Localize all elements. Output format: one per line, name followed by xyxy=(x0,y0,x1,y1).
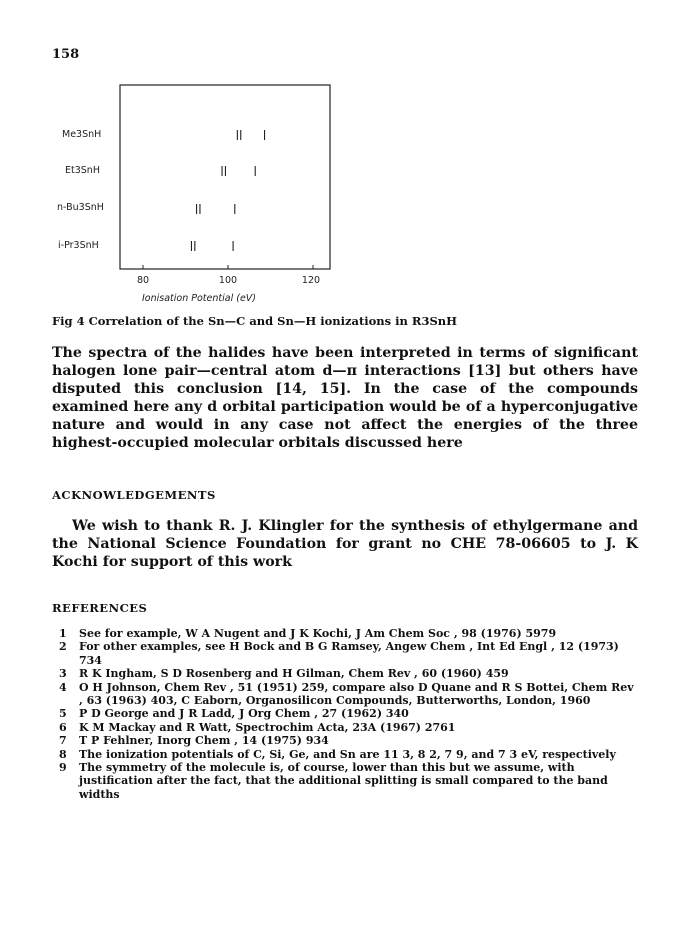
reference-number: 5 xyxy=(59,707,67,721)
reference-item xyxy=(52,707,640,720)
reference-number: 9 xyxy=(59,761,67,775)
reference-text: O H Johnson, Chem Rev , 51 (1951) 259, compare also D Quane and R S Bottei, Chem Rev , 63 (1963) 403, C Eaborn, Organosilicon Compounds, Butterworths, London, 1960 xyxy=(79,680,634,708)
row-label-et3snh: Et3SnH xyxy=(65,165,100,176)
reference-number: 7 xyxy=(59,734,67,748)
x-tick-label-120: 120 xyxy=(301,275,321,286)
reference-number: 2 xyxy=(59,640,67,654)
references-heading: REFERENCES xyxy=(52,601,148,615)
reference-text: P D George and J R Ladd, J Org Chem , 27 (1962) 340 xyxy=(79,707,409,721)
reference-item xyxy=(52,681,640,708)
x-tick-label-80: 80 xyxy=(136,275,150,286)
reference-number: 4 xyxy=(59,680,67,694)
figure-caption: Fig 4 Correlation of the Sn—C and Sn—H ionizations in R3SnH xyxy=(52,314,457,328)
reference-text: R K Ingham, S D Rosenberg and H Gilman, Chem Rev , 60 (1960) 459 xyxy=(79,667,509,681)
reference-number: 6 xyxy=(59,720,67,734)
reference-text: T P Fehlner, Inorg Chem , 14 (1975) 934 xyxy=(79,734,329,748)
page-number: 158 xyxy=(52,47,80,62)
reference-item xyxy=(52,667,640,680)
reference-text: The symmetry of the molecule is, of course, lower than this but we assume, with justification after the fact, that the additional splitting is small compared to the band widths xyxy=(79,761,608,801)
reference-item xyxy=(52,627,640,640)
x-tick-label-100: 100 xyxy=(218,275,238,286)
reference-text: For other examples, see H Bock and B G Ramsey, Angew Chem , Int Ed Engl , 12 (1973) 734 xyxy=(79,640,619,667)
acknowledgements-heading: ACKNOWLEDGEMENTS xyxy=(52,488,216,502)
reference-text: K M Mackay and R Watt, Spectrochim Acta, 23A (1967) 2761 xyxy=(79,720,456,734)
reference-number: 1 xyxy=(59,627,67,640)
reference-text: See for example, W A Nugent and J K Kochi, J Am Chem Soc , 98 (1976) 5979 xyxy=(79,627,557,640)
reference-number: 3 xyxy=(59,667,67,681)
reference-item xyxy=(52,748,640,761)
reference-text: The ionization potentials of C, Si, Ge, and Sn are 11 3, 8 2, 7 9, and 7 3 eV, respectively xyxy=(79,747,616,761)
plot-frame xyxy=(120,85,330,269)
row-label-nbu3snh: n-Bu3SnH xyxy=(57,202,104,213)
reference-item xyxy=(52,761,640,801)
row-label-me3snh: Me3SnH xyxy=(62,129,102,140)
body-paragraph: The spectra of the halides have been interpreted in terms of significant halogen lone pair—central atom d—π interactions [13] but others have disputed this conclusion [14, 15]. In the case of the compounds examined here any d orbital participation would be of a hyperconjugative nature and would in any case not affect the energies of the three highest-occupied molecular orbitals discussed here xyxy=(52,345,638,451)
reference-number: 8 xyxy=(59,747,67,761)
reference-list xyxy=(52,627,640,801)
row-label-ipr3snh: i-Pr3SnH xyxy=(58,240,99,251)
figure-plot xyxy=(0,0,680,320)
acknowledgements-text: We wish to thank R. J. Klingler for the synthesis of ethylgermane and the National Science Foundation for grant no CHE 78-06605 to J. K Kochi for support of this work xyxy=(52,518,638,570)
reference-item xyxy=(52,721,640,734)
ionization-correlation-figure xyxy=(0,0,680,320)
reference-item xyxy=(52,734,640,747)
x-axis-label: Ionisation Potential (eV) xyxy=(142,293,256,304)
reference-item xyxy=(52,640,640,667)
